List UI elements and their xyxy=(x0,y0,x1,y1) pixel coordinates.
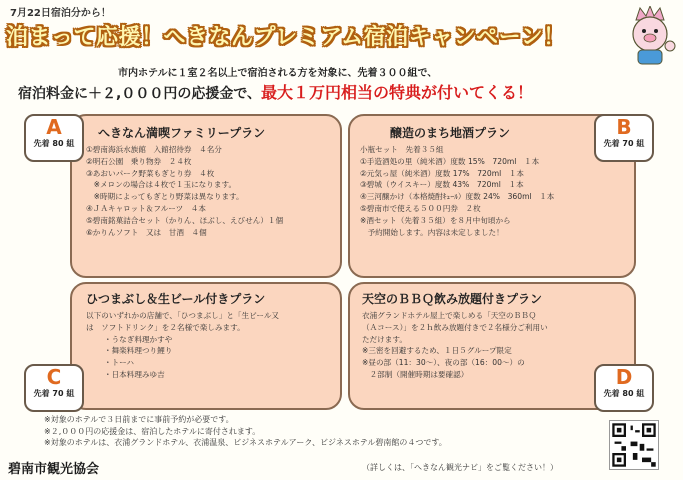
plan-a-line: ※時期によってもぎとり野菜は異なります。 xyxy=(86,192,244,202)
plan-c-line: ・トーハ xyxy=(104,358,134,368)
plan-b-line: ※酒セット（先着３５組）を８月中旬頃から xyxy=(360,215,511,225)
plan-d-line: 衣浦グランドホテル屋上で楽しめる「天空のＢＢＱ xyxy=(362,311,537,320)
mascot-illustration xyxy=(622,6,678,68)
plan-b-badge xyxy=(594,114,654,162)
plan-a-line: ①碧南海浜水族館 入館招待券 ４名分 xyxy=(86,145,222,154)
plan-a-line: ⑥かりんソフト 又は 甘酒 ４個 xyxy=(86,227,207,237)
campaign-date: 7月22日宿泊分から！ xyxy=(10,8,111,19)
plan-d-line: ※昼の部（11：30～）、夜の部（16：00～）の xyxy=(362,358,525,368)
plan-d-line: ※三密を回避するため、１日５グループ限定 xyxy=(362,346,512,356)
plan-b-title: 醸造のまち地酒プラン xyxy=(390,126,511,140)
plan-d-details xyxy=(362,310,548,381)
plan-c-line: は ソフトドリンク」を２名様で楽しみます。 xyxy=(86,322,245,332)
plan-a-title: へきなん満喫ファミリープラン xyxy=(98,126,266,140)
plan-a-line: ③あおいパーク野菜もぎとり券 ４枚 xyxy=(86,168,215,178)
page-title: 泊まって応援！へきなんプレミアム宿泊キャンペーン！ xyxy=(6,25,566,50)
plan-a-details xyxy=(86,144,283,238)
plan-a-line: ④ＪＡキャロット＆フルーツ ４本 xyxy=(86,203,206,213)
plan-d-letter: D xyxy=(615,365,633,389)
qr-code-icon[interactable] xyxy=(609,420,659,470)
plan-b-line: ⑤碧南市で使える５００円券 ２枚 xyxy=(360,203,481,213)
note-line: ※対象のホテルで３日前までに事前予約が必要です。 xyxy=(44,415,234,424)
plan-d-title: 天空のＢＢＱ飲み放題付きプラン xyxy=(362,292,543,306)
plan-b-line: ①手造酒処の里（純米酒）度数 15% 720ml １本 xyxy=(360,156,540,166)
plan-a-line: ※メロンの場合は４枚で１玉になります。 xyxy=(86,180,237,190)
plan-d-line: ２部制（開催時期は要確認） xyxy=(362,369,469,379)
plan-b-letter: B xyxy=(616,115,632,139)
plan-c-count: 先着 70 組 xyxy=(33,389,75,398)
plan-c-details xyxy=(86,310,279,381)
note-line: ※対象のホテルは、衣浦グランドホテル、衣浦温泉、ビジネスホテルアーク、ビジネスホテル碧南館の４つです。 xyxy=(44,438,447,447)
plan-c-line: ・うなぎ料理かすや xyxy=(104,334,173,344)
plan-c-line: ・日本料理みゆ吉 xyxy=(104,369,165,379)
plan-b-line: ②元気っ屋（純米酒）度数 17% 720ml １本 xyxy=(360,168,525,178)
organization-name: 碧南市観光協会 xyxy=(8,462,100,477)
plan-d-badge xyxy=(594,364,654,412)
plan-d-count: 先着 80 組 xyxy=(603,389,645,398)
tagline-first: 宿泊料金に＋２,０００円の応援金で、 xyxy=(18,86,262,102)
plan-c-letter: C xyxy=(46,365,62,389)
plan-d-line: ただけます。 xyxy=(362,334,407,344)
plan-a-letter: A xyxy=(46,115,62,139)
reference-note: （詳しくは、「へきなん観光ナビ」をご覧ください！） xyxy=(362,463,558,472)
plan-a-count: 先着 80 組 xyxy=(33,139,75,148)
note-line: ※２,０００円の応援金は、宿泊したホテルに寄付されます。 xyxy=(44,426,261,436)
campaign-tagline xyxy=(18,80,533,103)
plan-b-details xyxy=(360,144,554,238)
plan-b-line: 小瓶セット 先着３５組 xyxy=(360,145,444,154)
plan-b-line: 予約開始します。内容は未定しました！ xyxy=(360,227,504,237)
plan-c-line: 以下のいずれかの店舗で、「ひつまぶし」と「生ビール又 xyxy=(86,311,280,320)
notes xyxy=(44,414,447,449)
plan-a-line: ②明石公園 乗り物券 ２４枚 xyxy=(86,156,192,166)
plan-a-line: ⑤碧南銘菓詰合セット（かりん、ほぶし、えびせん）１個 xyxy=(86,215,284,225)
plan-b-count: 先着 70 組 xyxy=(603,139,645,148)
campaign-subtitle: 市内ホテルに１室２名以上で宿泊される方を対象に、先着３００組で、 xyxy=(118,68,438,79)
plan-b-line: ③碧城（ウイスキー）度数 43% 720ml １本 xyxy=(360,180,524,190)
plan-c-title: ひつまぶし＆生ビール付きプラン xyxy=(86,292,266,306)
plan-c-badge xyxy=(24,364,84,412)
tagline-highlight: 最大１万円相当の特典が付いてくる！ xyxy=(261,83,534,102)
plan-a-badge xyxy=(24,114,84,162)
plan-d-line: （Ａコース）」を２ｈ飲み放題付きで２名様分ご利用い xyxy=(362,322,548,332)
plan-b-line: ④三河醸かけ（本格焼酎ｷｭｰﾙ）度数 24% 360ml １本 xyxy=(360,192,555,202)
plan-c-line: ・舞楽料理つり鯉り xyxy=(104,346,173,356)
